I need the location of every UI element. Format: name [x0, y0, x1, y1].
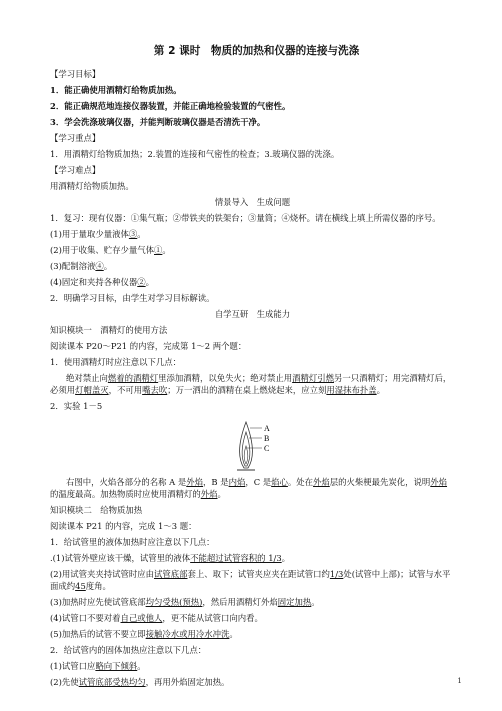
answer-blank: 外焰	[430, 477, 448, 487]
module-2-question-1: 1．给试管里的液体加热时应注意以下几点：	[50, 537, 215, 547]
flame-label-b: B	[264, 434, 270, 443]
flame-label-a: A	[264, 424, 270, 433]
answer-blank: 均匀受热(预热)	[145, 597, 203, 607]
answer-blank: ④	[95, 261, 104, 271]
liquid-heating-point-3: (3)加热时应先使试管底部均匀受热(预热)，然后用酒精灯外焰固定加热。	[50, 597, 320, 607]
answer-blank: 内焰	[228, 477, 246, 487]
answer-blank: ②	[137, 277, 146, 287]
answer-blank: 45	[75, 581, 86, 591]
liquid-heating-point-1: .(1)试管外壁应该干燥，试管里的液体不能超过试管容积的 1/3。	[50, 553, 291, 563]
review-item-2: (2)用于收集、贮存少量气体①。	[50, 245, 171, 255]
answer-blank: 焰心	[271, 477, 288, 487]
module-2-question-2: 2．给试管内的固体加热应注意以下几点：	[50, 645, 207, 655]
module-2-reading: 阅读课本 P21 的内容，完成 1～3 题：	[50, 521, 197, 531]
objective-2: 2．能正确规范地连接仪器装置，并能正确地检验装置的气密性。	[50, 101, 291, 111]
solid-heating-point-1: (1)试管口应略向下倾斜。	[50, 661, 146, 671]
module-1-question-1: 1．使用酒精灯时应注意以下几点：	[50, 357, 181, 367]
goal-clarification: 2．明确学习目标，由学生对学习目标解读。	[50, 293, 215, 303]
page-number: 1	[457, 676, 462, 685]
answer-blank: 略向下倾斜	[95, 661, 138, 671]
module-1-heading: 知识模块一 酒精灯的使用方法	[50, 325, 168, 335]
answer-blank: 灯帽盖灭	[75, 385, 109, 395]
answer-blank: 固定加热	[277, 597, 312, 607]
experiment-heading: 2．实验 1－5	[50, 401, 103, 411]
document-body	[50, 44, 455, 692]
answer-blank: 外焰	[200, 489, 218, 499]
answer-blank: 不能超过试管容积的 1/3	[190, 553, 282, 563]
flame-paragraph: 右图中，火焰各部分的名称 A 是外焰，B 是内焰，C 是焰心。处在外焰层的火柴梗最先炭化，说明外焰的温度最高。加热物质时应使用酒精灯的外焰。	[50, 477, 448, 499]
module-1-reading: 阅读课本 P20～P21 的内容，完成第 1～2 两个题：	[50, 341, 247, 351]
liquid-heating-point-5: (5)加热后的试管不要立即接触冷水或用冷水冲洗。	[50, 629, 238, 639]
review-item-1: (1)用于量取少量液体③。	[50, 229, 146, 239]
lesson-title: 第 2 课时 物质的加热和仪器的连接与洗涤	[153, 45, 360, 57]
answer-blank: 外焰	[186, 477, 203, 487]
section-heading-intro: 情景导入 生成问题	[214, 197, 291, 207]
answer-blank: 自己或他人	[120, 613, 163, 623]
liquid-heating-point-2: (2)用试管夹夹持试管时应由试管底部套上、取下；试管夹应夹在距试管口约1/3处(试管中上部)；试管与水平面成约45度角。	[50, 569, 451, 591]
answer-blank: 试管底部受热均匀	[78, 677, 146, 687]
objective-3: 3．学会洗涤玻璃仪器，并能判断玻璃仪器是否清洗干净。	[50, 117, 266, 127]
solid-heating-point-2: (2)先使试管底部受热均匀，再用外焰固定加热。	[50, 677, 230, 687]
flame-diagram	[50, 416, 455, 472]
section-heading-objectives: 【学习目标】	[50, 69, 101, 79]
flame-label-c: C	[264, 444, 270, 453]
answer-blank: 接触冷水或用冷水冲洗	[145, 629, 230, 639]
answer-blank: 嘴去吹	[142, 385, 168, 395]
answer-blank: 用湿抹布扑盖	[326, 385, 377, 395]
answer-blank: 酒精灯引燃	[292, 373, 334, 383]
answer-blank: 燃着的酒精灯	[107, 373, 159, 383]
answer-blank: 外焰	[313, 477, 330, 487]
section-heading-self-study: 自学互研 生成能力	[214, 309, 291, 319]
answer-blank: 1/3	[329, 569, 344, 579]
section-heading-key-points: 【学习重点】	[50, 133, 101, 143]
answer-blank: 试管底部	[154, 569, 188, 579]
objective-1: 1．能正确使用酒精灯给物质加热。	[50, 85, 182, 95]
lamp-safety-paragraph: 绝对禁止向燃着的酒精灯里添加酒精，以免失火；绝对禁止用酒精灯引燃另一只酒精灯；用完酒精灯后，必须用灯帽盖灭，不可用嘴去吹；万一洒出的酒精在桌上燃烧起来，应立刻用湿抹布扑盖。	[50, 373, 452, 395]
key-points-text: 1．用酒精灯给物质加热；2.装置的连接和气密性的检查；3.玻璃仪器的洗涤。	[50, 149, 340, 159]
review-item-3: (3)配制溶液④。	[50, 261, 113, 271]
answer-blank: ③	[128, 229, 138, 239]
answer-blank: ①	[154, 245, 163, 255]
alcohol-lamp-flame-icon	[228, 416, 278, 472]
difficulties-text: 用酒精灯给物质加热。	[50, 181, 134, 191]
module-2-heading: 知识模块二 给物质加热	[50, 505, 143, 515]
section-heading-difficulties: 【学习难点】	[50, 165, 101, 175]
review-item-4: (4)固定和夹持各种仪器②。	[50, 277, 154, 287]
review-question: 1．复习：现有仪器：①集气瓶；②带铁夹的铁架台；③量筒；④烧杯。请在横线上填上所需仪器的序号。	[50, 213, 441, 223]
liquid-heating-point-4: (4)试管口不要对着自己或他人，更不能从试管口向内看。	[50, 613, 263, 623]
